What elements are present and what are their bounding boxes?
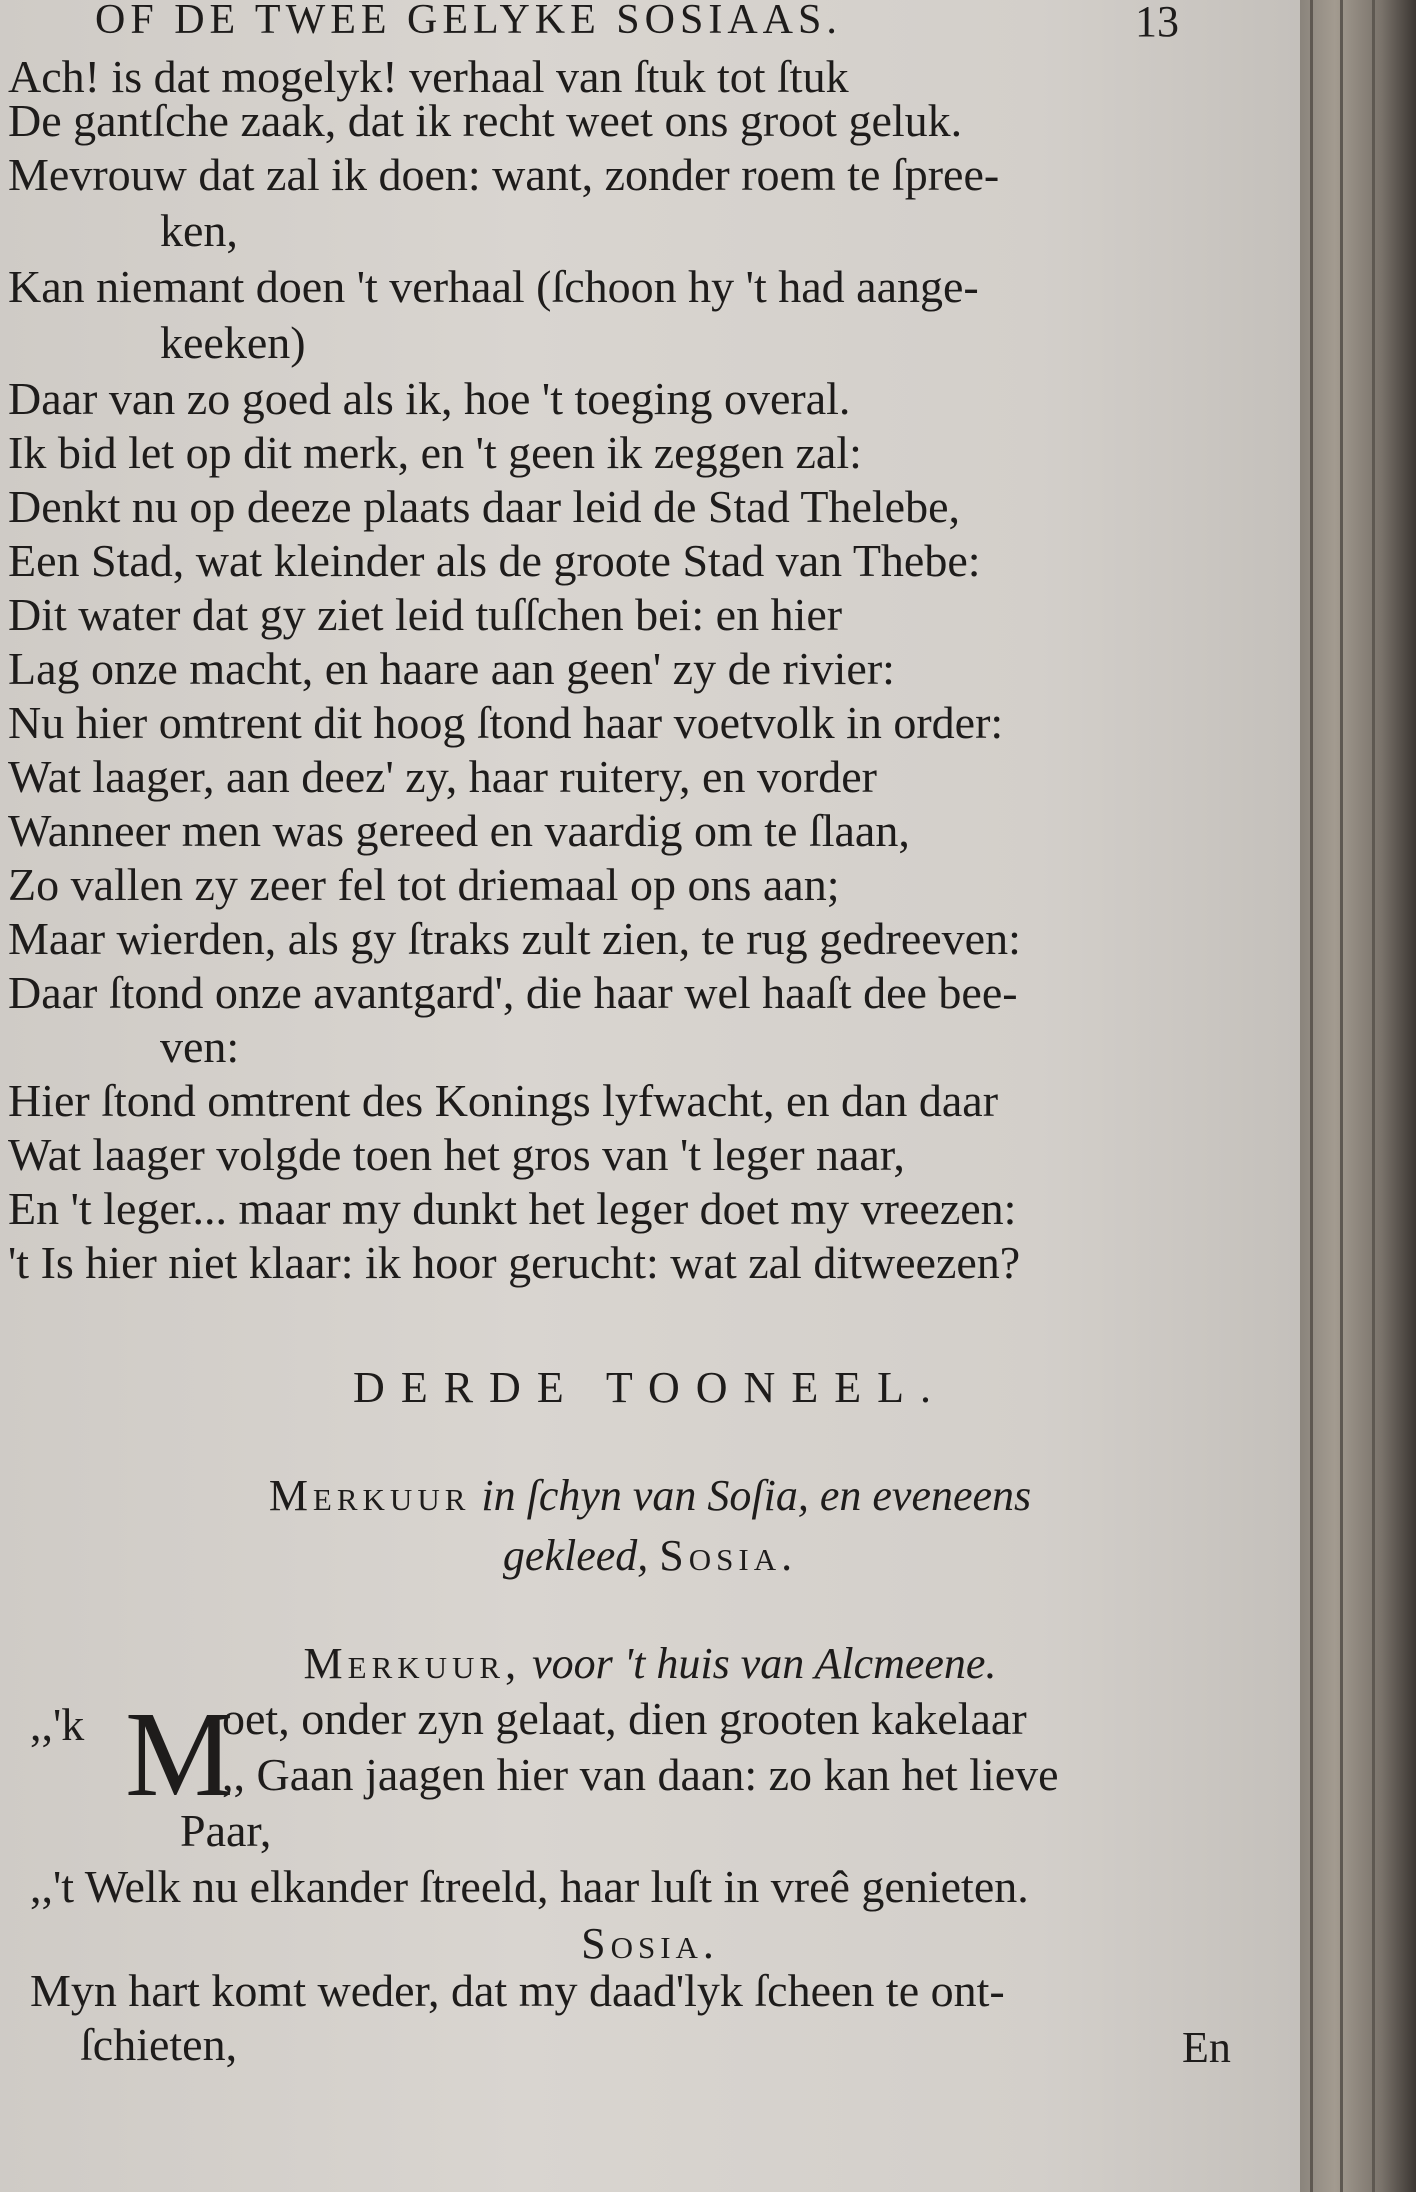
speaker-name: Merkuur,: [303, 1639, 522, 1688]
verse-line: Dit water dat gy ziet leid tuſſchen bei: en hier: [8, 589, 843, 640]
verse-line: Een Stad, wat kleinder als de groote Stad van Thebe:: [8, 535, 981, 586]
book-edge: [1300, 0, 1416, 2192]
character-name: Merkuur: [268, 1471, 471, 1520]
verse-line: Ach! is dat mogelyk! verhaal van ſtuk tot ſtuk: [8, 51, 849, 102]
speaker-direction: voor 't huis van Alcmeene.: [532, 1639, 997, 1688]
verse-line: Maar wierden, als gy ſtraks zult zien, te rug gedreeven:: [8, 913, 1021, 964]
verse-line: Denkt nu op deeze plaats daar leid de Stad Thelebe,: [8, 481, 961, 532]
speech-line: Myn hart komt weder, dat my daad'lyk ſcheen te ont-: [30, 1965, 1005, 2016]
page-edge-line: [1310, 0, 1313, 2192]
verse-line: Lag onze macht, en haare aan geen' zy de rivier:: [8, 643, 895, 694]
quote-mark: ,,'k: [30, 1699, 85, 1750]
verse-line: Kan niemant doen 't verhaal (ſchoon hy 't had aange-: [8, 261, 979, 312]
speech-line: ,, Gaan jaagen hier van daan: zo kan het lieve: [222, 1749, 1059, 1800]
stage-direction-text: gekleed,: [502, 1531, 649, 1580]
speech-line: ,,'t Welk nu elkander ſtreeld, haar luſt in vreê genieten.: [30, 1861, 1029, 1912]
verse-line: Daar van zo goed als ik, hoe 't toeging overal.: [8, 373, 851, 424]
stage-direction-line-2: [0, 1530, 1300, 1581]
verse-line: Zo vallen zy zeer fel tot driemaal op ons aan;: [8, 859, 840, 910]
verse-line: Wat laager volgde toen het gros van 't leger naar,: [8, 1129, 905, 1180]
page-edge-line: [1372, 0, 1375, 2192]
verse-line: Mevrouw dat zal ik doen: want, zonder roem te ſpree-: [8, 149, 1000, 200]
speech-line: Paar,: [180, 1805, 272, 1856]
verse-line: 't Is hier niet klaar: ik hoor gerucht: wat zal ditweezen?: [8, 1237, 1021, 1288]
page-number: 13: [1135, 0, 1179, 46]
verse-line: Nu hier omtrent dit hoog ſtond haar voetvolk in order:: [8, 697, 1004, 748]
speaker-name: Sosia.: [581, 1919, 719, 1968]
verse-line: Ik bid let op dit merk, en 't geen ik zeggen zal:: [8, 427, 862, 478]
verse-line: En 't leger... maar my dunkt het leger doet my vreezen:: [8, 1183, 1017, 1234]
catchword: En: [1182, 2023, 1231, 2072]
stage-direction-line-1: [0, 1470, 1300, 1521]
page-edge-line: [1340, 0, 1343, 2192]
verse-line: ken,: [160, 205, 238, 256]
character-name: Sosia.: [659, 1531, 798, 1580]
running-head: OF DE TWEE GELYKE SOSIAAS.: [95, 0, 842, 43]
verse-line: De gantſche zaak, dat ik recht weet ons groot geluk.: [8, 95, 963, 146]
verse-line: Wat laager, aan deez' zy, haar ruitery, en vorder: [8, 751, 877, 802]
speech-line: ſchieten,: [80, 2019, 238, 2070]
verse-line: Hier ſtond omtrent des Konings lyfwacht, en dan daar: [8, 1075, 999, 1126]
verse-line: keeken): [160, 317, 306, 368]
drop-cap: M: [125, 1687, 234, 1822]
verse-line: ven:: [160, 1021, 240, 1072]
speaker-heading: [0, 1638, 1300, 1689]
scene-title: DERDE TOONEEL.: [353, 1363, 947, 1412]
verse-line: Daar ſtond onze avantgard', die haar wel haaſt dee bee-: [8, 967, 1018, 1018]
speech-line: oet, onder zyn gelaat, dien grooten kakelaar: [222, 1693, 1027, 1744]
verse-line: Wanneer men was gereed en vaardig om te ſlaan,: [8, 805, 910, 856]
stage-direction-text: in ſchyn van Soſia, en eveneens: [481, 1471, 1032, 1520]
speaker-heading: [0, 1918, 1300, 1969]
